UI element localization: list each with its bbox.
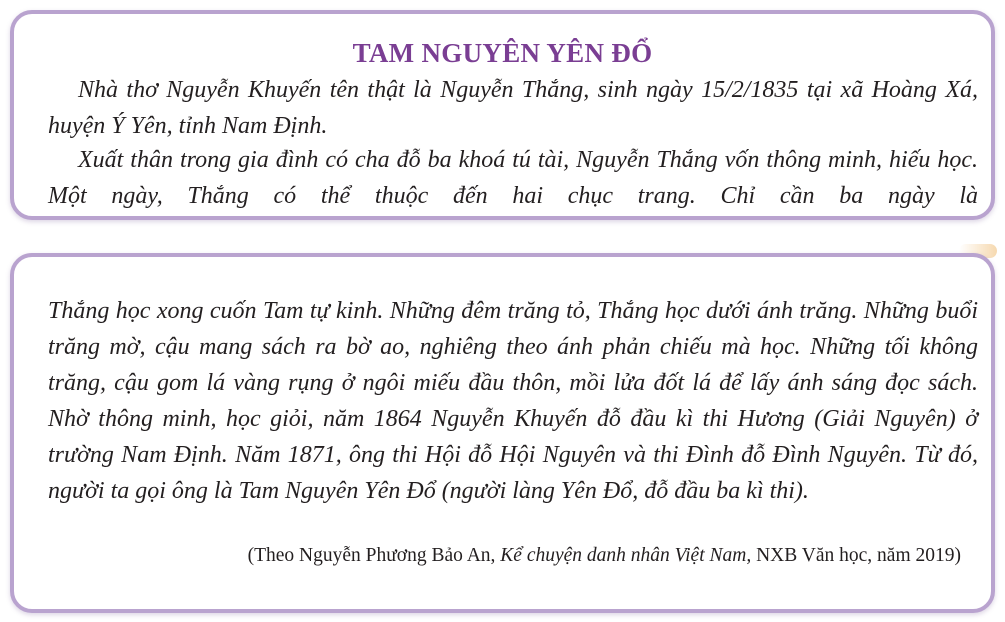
paragraph-3: Thắng học xong cuốn Tam tự kinh. Những đêm trăng tỏ, Thắng học dưới ánh trăng. Những buổi trăng mờ, cậu mang sách ra bờ ao, nghiêng theo ánh phản chiếu mà học. Những tối không trăng, cậu gom lá vàng rụng ở ngôi miếu đầu thôn, mồi lửa đốt lá để lấy ánh sáng đọc sách. Nhờ thông minh, học giỏi, năm 1864 Nguyễn Khuyến đỗ đầu kì thi Hương (Giải Nguyên) ở trường Nam Định. Năm 1871, ông thi Hội đỗ Hội Nguyên và thi Đình đỗ Đình Nguyên. Từ đó, người ta gọi ông là Tam Nguyên Yên Đổ (người làng Yên Đổ, đỗ đầu ba kì thi).: [48, 298, 978, 504]
source-prefix: (Theo Nguyễn Phương Bảo An,: [247, 545, 501, 566]
story-title: TAM NGUYÊN YÊN ĐỔ: [352, 38, 653, 68]
source-book-title: Kể chuyện danh nhân Việt Nam,: [500, 545, 752, 566]
source-suffix: NXB Văn học, năm 2019): [751, 545, 961, 566]
paragraph-1: Nhà thơ Nguyễn Khuyến tên thật là Nguyễn Thắng, sinh ngày 15/2/1835 tại xã Hoàng Xá, huyện Ý Yên, tỉnh Nam Định.: [48, 77, 978, 139]
source-citation: [248, 545, 961, 567]
excerpt-box-top: [10, 10, 995, 220]
excerpt-box-bottom: [10, 253, 995, 613]
paragraph-2: Xuất thân trong gia đình có cha đỗ ba khoá tú tài, Nguyễn Thắng vốn thông minh, hiếu học. Một ngày, Thắng có thể thuộc đến hai chục trang. Chỉ cần ba ngày là: [48, 147, 978, 209]
